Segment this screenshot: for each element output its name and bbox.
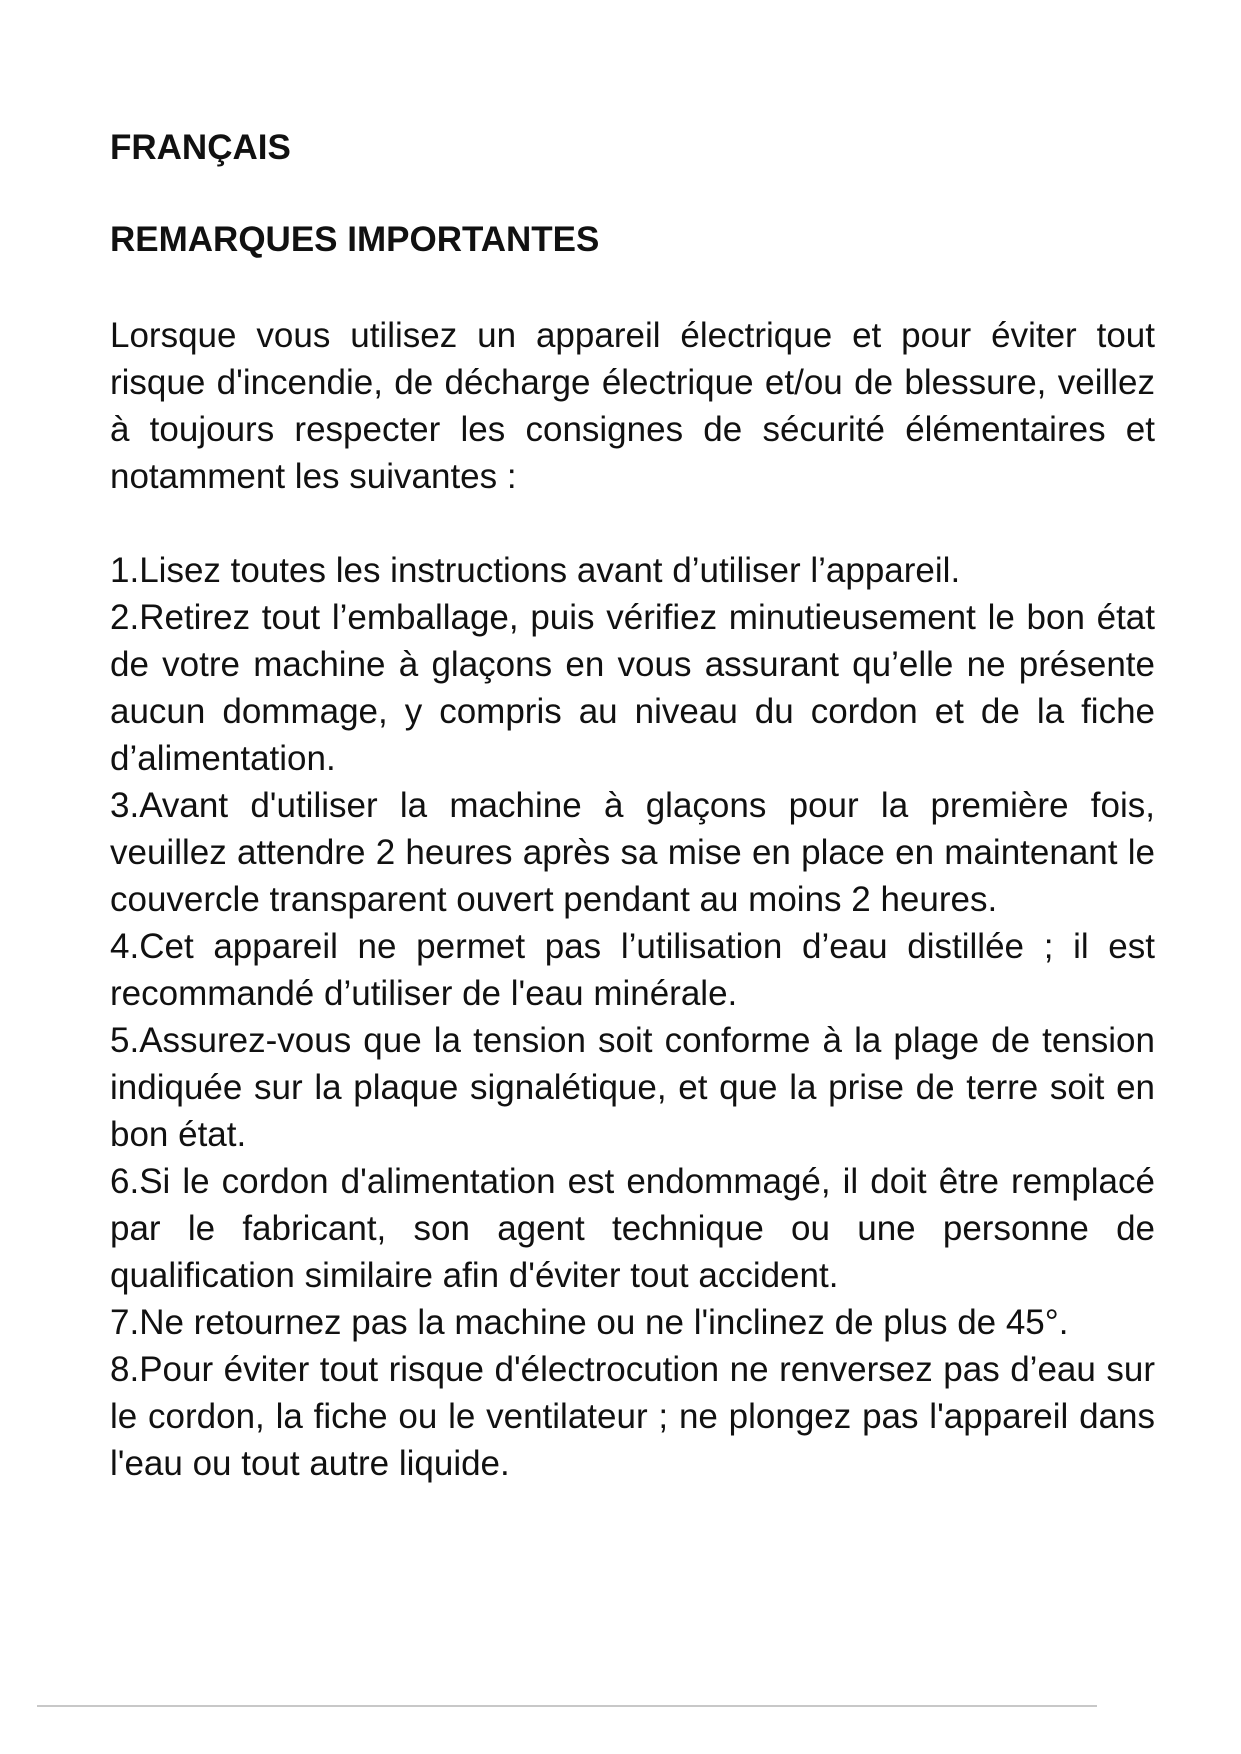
safety-rules-list bbox=[110, 547, 1155, 1487]
list-item bbox=[110, 923, 1155, 1017]
list-item-text: Assurez-vous que la tension soit conforme à la plage de tension indiquée sur la plaque signalétique, et que la prise de terre soit en bon état. bbox=[110, 1021, 1155, 1154]
list-item bbox=[110, 1017, 1155, 1158]
section-heading: REMARQUES IMPORTANTES bbox=[110, 220, 600, 259]
list-item bbox=[110, 547, 1155, 594]
list-item bbox=[110, 782, 1155, 923]
list-item-text: Ne retournez pas la machine ou ne l'inclinez de plus de 45°. bbox=[139, 1303, 1069, 1342]
list-item-text: Pour éviter tout risque d'électrocution ne renversez pas d’eau sur le cordon, la fiche ou le ventilateur ; ne plongez pas l'appareil dans l'eau ou tout autre liquide. bbox=[110, 1350, 1155, 1483]
list-item-number: 8. bbox=[110, 1350, 140, 1389]
footer-divider bbox=[37, 1705, 1097, 1707]
list-item bbox=[110, 594, 1155, 782]
list-item-number: 4. bbox=[110, 927, 140, 966]
list-item bbox=[110, 1299, 1155, 1346]
list-item bbox=[110, 1158, 1155, 1299]
language-heading: FRANÇAIS bbox=[110, 128, 291, 167]
list-item-number: 6. bbox=[110, 1162, 140, 1201]
list-item-text: Cet appareil ne permet pas l’utilisation d’eau distillée ; il est recommandé d’utiliser de l'eau minérale. bbox=[110, 927, 1155, 1013]
list-item bbox=[110, 1346, 1155, 1487]
list-item-text: Avant d'utiliser la machine à glaçons pour la première fois, veuillez attendre 2 heures après sa mise en place en maintenant le couvercle transparent ouvert pendant au moins 2 heures. bbox=[110, 786, 1155, 919]
list-item-text: Retirez tout l’emballage, puis vérifiez minutieusement le bon état de votre machine à glaçons en vous assurant qu’elle ne présente aucun dommage, y compris au niveau du cordon et de la fiche d’alimentation. bbox=[110, 598, 1155, 778]
list-item-number: 2. bbox=[110, 598, 140, 637]
list-item-text: Lisez toutes les instructions avant d’utiliser l’appareil. bbox=[139, 551, 961, 590]
list-item-number: 3. bbox=[110, 786, 140, 825]
document-page bbox=[110, 128, 1155, 1487]
list-item-number: 7. bbox=[110, 1303, 140, 1342]
list-item-text: Si le cordon d'alimentation est endommagé, il doit être remplacé par le fabricant, son agent technique ou une personne de qualification similaire afin d'éviter tout accident. bbox=[110, 1162, 1155, 1295]
list-item-number: 5. bbox=[110, 1021, 140, 1060]
list-item-number: 1. bbox=[110, 551, 140, 590]
intro-paragraph: Lorsque vous utilisez un appareil électrique et pour éviter tout risque d'incendie, de décharge électrique et/ou de blessure, veillez à toujours respecter les consignes de sécurité élémentaires et notamment les suivantes : bbox=[110, 316, 1155, 496]
